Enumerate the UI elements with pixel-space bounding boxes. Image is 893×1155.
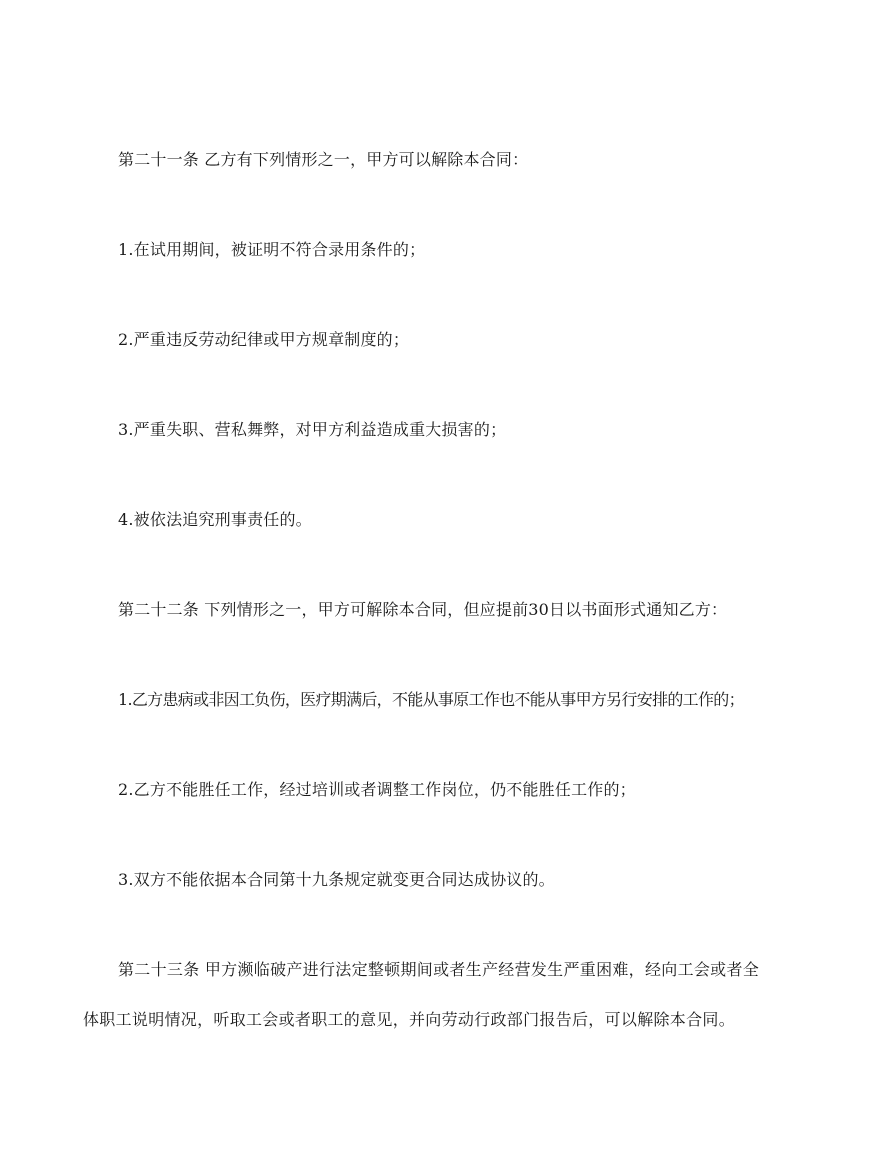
article-21-heading: 第二十一条 乙方有下列情形之一，甲方可以解除本合同： [118, 150, 529, 169]
article-21-item-2: 2.严重违反劳动纪律或甲方规章制度的； [118, 330, 410, 349]
article-22-item-1: 1.乙方患病或非因工负伤，医疗期满后，不能从事原工作也不能从事甲方另行安排的工作的； [118, 690, 744, 709]
article-22-item-3: 3.双方不能依据本合同第十九条规定就变更合同达成协议的。 [118, 870, 555, 889]
article-22-heading: 第二十二条 下列情形之一，甲方可解除本合同，但应提前30日以书面形式通知乙方： [118, 600, 728, 619]
article-21-item-3: 3.严重失职、营私舞弊，对甲方利益造成重大损害的； [118, 420, 507, 439]
article-21-item-1: 1.在试用期间，被证明不符合录用条件的； [118, 240, 426, 259]
article-23-line-1: 第二十三条 甲方濒临破产进行法定整顿期间或者生产经营发生严重困难，经向工会或者全 [118, 960, 760, 979]
article-23-line-2: 体职工说明情况，听取工会或者职工的意见，并向劳动行政部门报告后，可以解除本合同。 [83, 1010, 736, 1029]
article-22-item-2: 2.乙方不能胜任工作，经过培训或者调整工作岗位，仍不能胜任工作的； [118, 780, 636, 799]
article-21-item-4: 4.被依法追究刑事责任的。 [118, 510, 312, 529]
